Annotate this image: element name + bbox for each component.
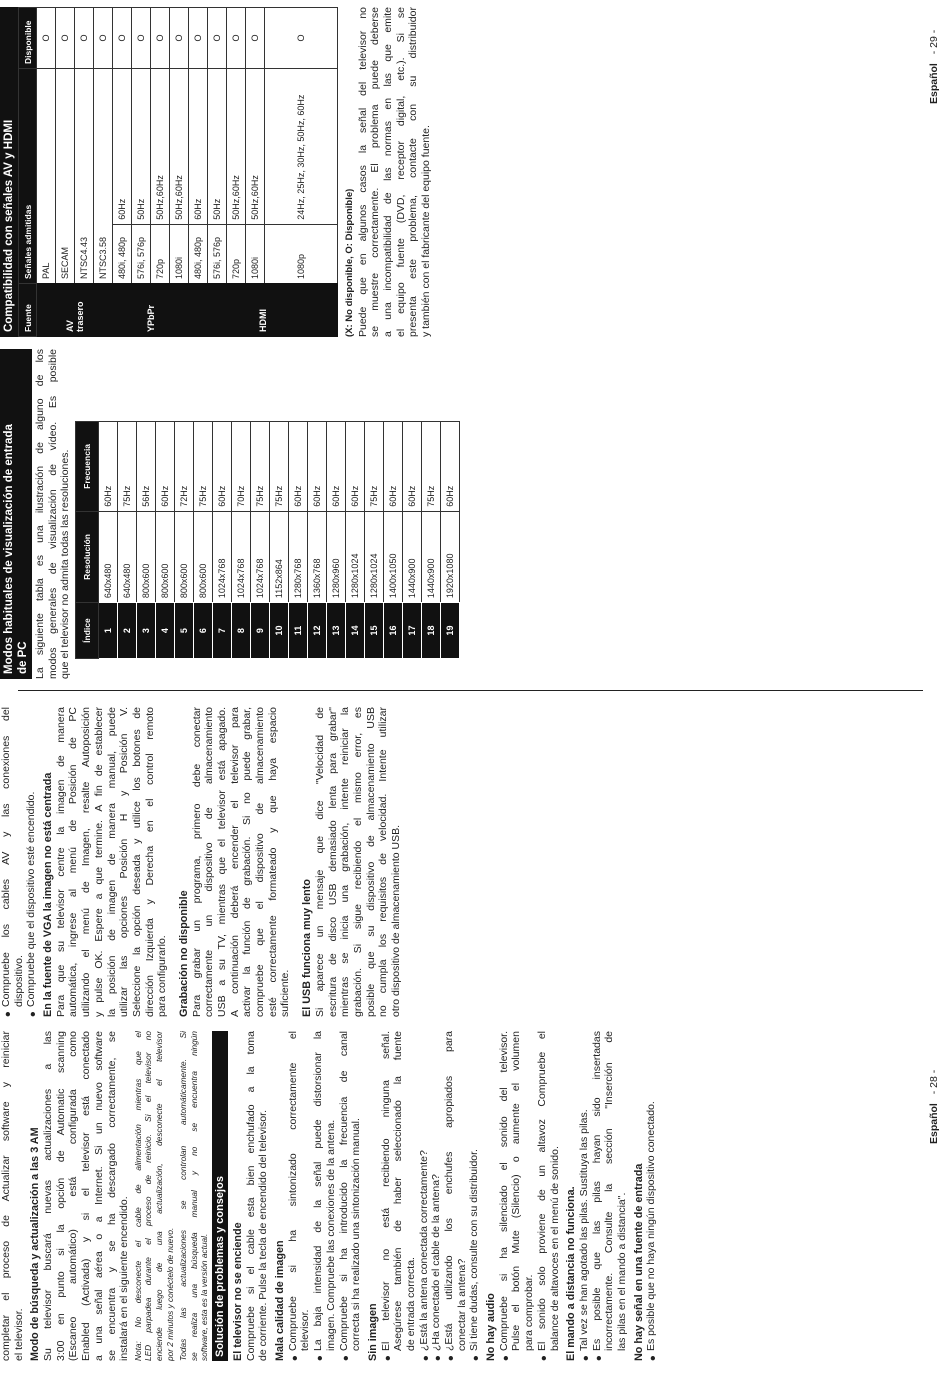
index-cell: 2	[118, 603, 137, 659]
table-row	[99, 422, 118, 659]
signal-cell: 480i, 480p	[113, 224, 132, 283]
text-line: la posición de imagen de manera manual, puede	[105, 707, 118, 1017]
frequency-cell: 50Hz,60Hz	[246, 68, 265, 224]
text-line: enciende luego de una actualización, desconecte el televisor	[154, 1031, 165, 1361]
frequency-cell: 60Hz	[289, 422, 308, 512]
no-image-heading: Sin imagen	[366, 1303, 379, 1361]
text-line: se realiza una búsqueda manual y no se encuentra ningún	[188, 1031, 199, 1361]
frequency-cell: 50Hz	[132, 68, 151, 224]
resolution-cell: 1280x960	[327, 511, 346, 602]
pc-modes-table	[75, 421, 460, 659]
index-cell: 17	[403, 603, 422, 659]
frequency-cell: 56Hz	[137, 422, 156, 512]
frequency-cell: 60Hz	[113, 68, 132, 224]
frequency-cell: 60Hz	[189, 68, 208, 224]
frequency-cell: 60Hz	[441, 422, 460, 512]
text-line: correctamente un dispositivo de almacenamiento	[203, 707, 216, 1017]
frequency-cell: 60Hz	[346, 422, 365, 512]
list-item	[380, 1031, 418, 1361]
text-line: otro dispositivo de almacenamiento USB.	[389, 824, 402, 1017]
text-line: modos generales de visualización de vídeo. Es posible	[46, 349, 59, 679]
column-header: Disponible	[19, 8, 37, 69]
list-item-text: Compruebe si ha introducido la frecuencia de canal	[337, 1031, 350, 1351]
signal-cell: 1080p	[265, 224, 338, 283]
text-line: para configurarlo.	[156, 935, 169, 1017]
bullet-icon: •	[417, 1355, 435, 1361]
bullet-icon: •	[337, 1355, 355, 1361]
frequency-cell: 72Hz	[175, 422, 194, 512]
note-power	[133, 1031, 175, 1361]
frequency-cell: 75Hz	[194, 422, 213, 512]
av-hdmi-legend: (X: No disponible, O: Disponible)	[344, 188, 355, 337]
availability-cell: O	[75, 8, 94, 69]
vga-heading: En la fuente de VGA la imagen no está centrada	[42, 772, 55, 1017]
index-cell: 1	[99, 603, 118, 659]
list-item-text: Tal vez se han agotado las pilas. Sustituya las pilas.	[577, 1109, 590, 1351]
text-line: Su televisor buscará nuevas actualizaciones a las	[42, 1031, 55, 1361]
frequency-cell: 60Hz	[308, 422, 327, 512]
text-line: instalará en el siguiente encendido.	[118, 1196, 131, 1361]
frequency-cell: 75Hz	[365, 422, 384, 512]
no-input-heading: No hay señal en una fuente de entrada	[632, 1163, 645, 1361]
index-cell: 7	[213, 603, 232, 659]
list-item	[645, 1031, 663, 1361]
text-line: completar el proceso de Actualizar software y reiniciar	[0, 1031, 12, 1361]
availability-cell: O	[113, 8, 132, 69]
list-item-text: El sonido solo proviene de un altavoz Compruebe el	[535, 1031, 548, 1351]
bullet-icon: •	[645, 1355, 663, 1361]
text-line: mientras se inicia una grabación, intente reiniciar la	[339, 707, 352, 1017]
frequency-cell: 75Hz	[422, 422, 441, 512]
list-item-text: ¿Está utilizando los enchufes apropiados para	[443, 1031, 456, 1351]
index-cell: 8	[232, 603, 251, 659]
table-row	[37, 8, 56, 337]
table-row	[232, 422, 251, 659]
text-line: Enabled (Activada) y si el televisor está conectado	[80, 1031, 93, 1361]
text-line: el equipo fuente (DVD, receptor digital, etc.). Si se	[394, 7, 407, 337]
footer-page-number: - 29 -	[928, 29, 940, 55]
list-item	[430, 1031, 448, 1361]
list-item-text: balance de altavoces en el menú de sonido.	[548, 1146, 561, 1351]
bullet-icon: •	[25, 1011, 43, 1017]
bad-image-list	[287, 1031, 363, 1361]
frequency-cell: 75Hz	[251, 422, 270, 512]
list-item-text: Si tiene dudas, consulte con su distribuidor.	[468, 1149, 481, 1351]
text-line: Si aparece un mensaje que dice "Velocidad de	[313, 707, 326, 1017]
table-row	[384, 422, 403, 659]
title-line: Modos habituales de visualización de entrada	[3, 424, 15, 674]
signal-cell: NTSC3.58	[94, 68, 113, 283]
text-line: 3:00 en punto si la opción de Automatic scanning	[54, 1031, 67, 1361]
text-line: Nota: No desconecte el cable de alimentación mientras que el	[132, 1031, 143, 1361]
text-line: Para que su televisor centre la imagen de manera	[54, 707, 67, 1017]
text-line: se muestre correctamente. El problema puede deberse	[369, 7, 382, 337]
frequency-cell: 75Hz	[118, 422, 137, 512]
text-line: automática, ingrese al menú de Posición de PC	[67, 707, 80, 1017]
resolution-cell: 1400x1050	[384, 511, 403, 602]
resolution-cell: 1440x900	[422, 511, 441, 602]
recording-text	[191, 707, 293, 1017]
bullet-icon: •	[535, 1355, 553, 1361]
column-header: Índice	[76, 603, 99, 659]
usb-slow-heading: El USB funciona muy lento	[301, 879, 314, 1017]
index-cell: 16	[384, 603, 403, 659]
list-item-text: La baja intensidad de la señal puede distorsionar la	[312, 1031, 325, 1351]
list-item-text: imagen. Compruebe las conexiones de la antena.	[324, 1119, 337, 1351]
list-item-text: ¿Ha conectado el cable de la antena?	[430, 1174, 443, 1351]
list-item	[498, 1031, 536, 1361]
signal-cell: NTSC4.43	[75, 68, 94, 283]
text-line: no cumpla los requisitos de velocidad. Intente utilizar	[377, 707, 390, 1017]
resolution-cell: 1280x768	[289, 511, 308, 602]
list-item-text: incorrectamente. Consulte la sección "Inserción de	[603, 1031, 616, 1351]
av-hdmi-table	[18, 7, 338, 337]
signal-cell: 576i, 576p	[132, 224, 151, 283]
table-row	[156, 422, 175, 659]
text-line: se encuentra y se ha descargado correctamente, se	[105, 1031, 118, 1361]
table-row	[213, 422, 232, 659]
source-cell: AV trasero	[37, 284, 113, 337]
table-row	[365, 422, 384, 659]
availability-cell: O	[94, 8, 113, 69]
pc-modes-title	[0, 349, 32, 679]
frequency-cell: 60Hz	[403, 422, 422, 512]
list-item-text: dispositivo.	[12, 955, 25, 1007]
title-line: de PC	[17, 641, 29, 674]
page28-column2	[0, 707, 403, 1017]
index-cell: 12	[308, 603, 327, 659]
source-cell: YPbPr	[113, 284, 189, 337]
source-cell: HDMI	[189, 284, 338, 337]
bullet-icon: •	[0, 1011, 17, 1017]
vga-text	[55, 707, 169, 1017]
text-line: activar la función de grabación. Si no puede grabar,	[241, 707, 254, 1017]
pc-modes-intro	[34, 349, 72, 679]
text-line: posible que su dispositivo de almacenamiento USB	[364, 707, 377, 1017]
resolution-cell: 800x600	[194, 511, 213, 602]
text-line: Seleccione la opción deseada y utilice los botones de	[130, 707, 143, 1017]
list-item-text: ¿Está la antena conectada correctamente?	[417, 1150, 430, 1351]
page28-column1	[0, 1031, 663, 1361]
resolution-cell: 1360x768	[308, 511, 327, 602]
resolution-cell: 1920x1080	[441, 511, 460, 602]
list-item	[468, 1031, 486, 1361]
footer-lang: Español	[928, 63, 940, 104]
list-item	[536, 1031, 561, 1361]
list-item-text: las pilas en el mando a distancia".	[615, 1192, 628, 1351]
resolution-cell: 1440x900	[403, 511, 422, 602]
no-input-list	[645, 1031, 663, 1361]
resolution-cell: 1024x768	[213, 511, 232, 602]
index-cell: 19	[441, 603, 460, 659]
table-row	[113, 8, 132, 337]
list-item-text: Asegúrese también de haber seleccionado la fuente	[392, 1031, 405, 1351]
text-line: utilizar las opciones Posición H y Posición V.	[118, 707, 131, 1017]
resolution-cell: 800x600	[156, 511, 175, 602]
recording-heading: Grabación no disponible	[177, 890, 190, 1017]
text-line: a una incompatibilidad de las normas en las que emite	[382, 7, 395, 337]
index-cell: 9	[251, 603, 270, 659]
table-row	[308, 422, 327, 659]
text-line: a una señal aérea o a Internet. Si un nuevo software	[92, 1031, 105, 1361]
table-row	[441, 422, 460, 659]
availability-cell: O	[189, 8, 208, 69]
table-row	[137, 422, 156, 659]
availability-cell: O	[151, 8, 170, 69]
table-row	[346, 422, 365, 659]
bad-image-heading: Mala calidad de imagen	[274, 1240, 287, 1361]
frequency-cell: 70Hz	[232, 422, 251, 512]
list-item	[417, 1031, 435, 1361]
list-item-text: televisor.	[299, 1309, 312, 1351]
remote-list	[578, 1031, 629, 1361]
usb-slow-text	[314, 707, 403, 1017]
table-row	[289, 422, 308, 659]
text-line: dirección Izquierda y Derecha en el control remoto	[143, 707, 156, 1017]
bullet-icon: •	[286, 1355, 304, 1361]
list-item-text: correcta si ha realizado una sintonización manual.	[350, 1118, 363, 1351]
table-row	[327, 422, 346, 659]
text-line: software, esta es la versión actual.	[199, 1233, 210, 1361]
text-line: de corriente. Pulse la tecla de encendido del televisor.	[257, 1110, 270, 1361]
signal-cell: 720p	[227, 224, 246, 283]
troubleshooting-section-title: Solución de problemas y consejos	[212, 1031, 228, 1361]
list-item-text: para comprobar.	[523, 1274, 536, 1351]
no-power-heading: El televisor no se enciende	[232, 1222, 245, 1361]
availability-cell: O	[56, 8, 75, 69]
no-image-list	[379, 1031, 486, 1361]
table-row	[251, 422, 270, 659]
list-item	[0, 707, 25, 1017]
bullet-icon: •	[312, 1355, 330, 1361]
table-row	[175, 422, 194, 659]
page28-footer	[928, 1070, 940, 1144]
bullet-icon: •	[590, 1355, 608, 1361]
text-line: Compruebe si el cable esta bien enchufado a la toma	[244, 1031, 257, 1361]
signal-cell: 576i, 576p	[208, 224, 227, 283]
frequency-cell: 60Hz	[99, 422, 118, 512]
text-line: La siguiente tabla es una ilustración de alguno de los	[34, 349, 46, 679]
text-line: USB a su TV, mientras que el televisor está apagado.	[216, 707, 228, 1017]
page-divider	[18, 690, 923, 691]
av-hdmi-footnote	[357, 7, 433, 337]
auto-update-text	[42, 1031, 131, 1361]
signal-cell: SECAM	[56, 68, 75, 283]
text-line: esté correctamente formateado y que haya espacio	[266, 707, 279, 1017]
table-row	[194, 422, 213, 659]
resolution-cell: 1280x1024	[346, 511, 365, 602]
list-item	[312, 1031, 337, 1361]
list-item	[338, 1031, 363, 1361]
column-header: Frecuencia	[76, 422, 99, 512]
index-cell: 3	[137, 603, 156, 659]
frequency-cell: 50Hz,60Hz	[227, 68, 246, 224]
frequency-cell: 60Hz	[384, 422, 403, 512]
no-audio-heading: No hay audio	[485, 1293, 498, 1361]
bullet-icon: •	[468, 1355, 486, 1361]
index-cell: 13	[327, 603, 346, 659]
index-cell: 10	[270, 603, 289, 659]
note-updates	[178, 1031, 210, 1361]
list-item-text: Pulse el botón Mute (Silencio) o aumente el volumen	[510, 1031, 523, 1351]
table-row	[403, 422, 422, 659]
text-line: utilizando el menú de Imagen, resalte Autoposición	[80, 707, 93, 1017]
auto-update-heading: Modo de búsqueda y actualización a las 3 AM	[29, 1127, 42, 1361]
text-line: LED parpadea durante el proceso de reinicio. Si el televisor no	[143, 1031, 154, 1361]
index-cell: 18	[422, 603, 441, 659]
table-row	[118, 422, 137, 659]
frequency-cell: 50Hz	[208, 68, 227, 224]
table-row	[189, 8, 208, 337]
index-cell: 15	[365, 603, 384, 659]
resolution-cell: 1024x768	[232, 511, 251, 602]
text-line: que el televisor no admita todas las resoluciones.	[59, 449, 72, 679]
bullet-icon: •	[497, 1355, 515, 1361]
frequency-cell: 50Hz,60Hz	[170, 68, 189, 224]
list-item-text: El televisor no está recibiendo ninguna señal.	[379, 1031, 392, 1351]
list-item-text: Es posible que no haya ningún dispositivo conectado.	[645, 1101, 658, 1351]
column-header: Señales admitidas	[19, 68, 37, 283]
frequency-cell: 24Hz, 25Hz, 30Hz, 50Hz, 60Hz	[265, 68, 338, 224]
list-item-text: Compruebe los cables AV y las conexiones del	[0, 707, 12, 1007]
text-line: por 2 minutos y conéctelo de nuevo.	[164, 1227, 175, 1361]
resolution-cell: 640x480	[118, 511, 137, 602]
index-cell: 14	[346, 603, 365, 659]
resolution-cell: 800x600	[137, 511, 156, 602]
availability-cell: O	[246, 8, 265, 69]
index-cell: 4	[156, 603, 175, 659]
resolution-cell: 1024x768	[251, 511, 270, 602]
signal-cell: 1080i	[246, 224, 265, 283]
list-item	[443, 1031, 468, 1361]
availability-cell: O	[227, 8, 246, 69]
signal-cell: PAL	[37, 68, 56, 283]
text-line: suficiente.	[279, 969, 292, 1017]
list-item-text: conectar la antena?	[455, 1258, 468, 1351]
frequency-cell: 75Hz	[270, 422, 289, 512]
page29-footer	[928, 30, 940, 104]
av-hdmi-title: Compatibilidad con señales AV y HDMI	[0, 7, 18, 337]
text-line: y pulse OK. Espere a que termine. A fin de establecer	[92, 707, 105, 1017]
text-line: presenta este problema, contacte con su distribuidor	[407, 7, 420, 337]
text-line: (Escaneo automático) está configurada como	[67, 1031, 80, 1361]
frequency-cell: 60Hz	[213, 422, 232, 512]
no-power-text	[245, 1031, 270, 1361]
table-row	[422, 422, 441, 659]
text-line: compruebe que el dispositivo de almacenamiento	[254, 707, 267, 1017]
text-line: y también con el fabricante del equipo fuente.	[420, 125, 433, 337]
availability-cell: O	[170, 8, 189, 69]
text-line: A continuación deberá encender el televisor para	[228, 707, 241, 1017]
frequency-cell: 60Hz	[327, 422, 346, 512]
list-item	[577, 1031, 595, 1361]
list-item	[591, 1031, 629, 1361]
frequency-cell: 50Hz,60Hz	[151, 68, 170, 224]
av-check-list	[0, 707, 43, 1017]
no-audio-list	[498, 1031, 561, 1361]
frequency-cell: 60Hz	[156, 422, 175, 512]
list-item	[287, 1031, 312, 1361]
text-line: escritura de disco USB demasiado lenta para grabar"	[326, 707, 339, 1017]
resolution-cell: 640x480	[99, 511, 118, 602]
text-line: grabación. Si sigue recibiendo el mismo error, es	[351, 707, 364, 1017]
intro-text	[0, 1031, 25, 1361]
availability-cell: O	[132, 8, 151, 69]
index-cell: 11	[289, 603, 308, 659]
availability-cell: O	[265, 8, 338, 69]
index-cell: 6	[194, 603, 213, 659]
signal-cell: 1080i	[170, 224, 189, 283]
signal-cell: 720p	[151, 224, 170, 283]
resolution-cell: 1152x864	[270, 511, 289, 602]
list-item-text: Compruebe si ha sintonizado correctamente el	[286, 1031, 299, 1351]
av-hdmi-section	[0, 7, 433, 337]
text-line: el televisor.	[12, 1308, 25, 1361]
bullet-icon: •	[577, 1355, 595, 1361]
footer-lang: Español	[928, 1103, 940, 1144]
footer-page-number: - 28 -	[928, 1069, 940, 1095]
list-item	[25, 707, 43, 1017]
list-item-text: de entrada correcta.	[404, 1257, 417, 1351]
text-line: Todas las actualizaciones se controlan automáticamente. Si	[178, 1031, 189, 1361]
column-header: Fuente	[19, 284, 37, 337]
column-header: Resolución	[76, 511, 99, 602]
text-line: Puede que en algunos casos la señal del televisor no	[356, 7, 369, 337]
remote-heading: El mando a distancia no funciona.	[565, 1186, 578, 1361]
signal-cell: 480i, 480p	[189, 224, 208, 283]
list-item-text: Es posible que las pilas hayan sido insertadas	[590, 1031, 603, 1351]
bullet-icon: •	[379, 1355, 397, 1361]
availability-cell: O	[37, 8, 56, 69]
availability-cell: O	[208, 8, 227, 69]
bullet-icon: •	[430, 1355, 448, 1361]
resolution-cell: 1280x1024	[365, 511, 384, 602]
text-line: Para grabar un programa, primero debe conectar	[190, 707, 203, 1017]
pc-modes-section	[0, 349, 460, 679]
list-item-text: Compruebe si ha silenciado el sonido del televisor.	[497, 1031, 510, 1351]
resolution-cell: 800x600	[175, 511, 194, 602]
index-cell: 5	[175, 603, 194, 659]
table-row	[270, 422, 289, 659]
bullet-icon: •	[443, 1355, 461, 1361]
list-item-text: Compruebe que el dispositivo esté encendido.	[25, 791, 38, 1007]
